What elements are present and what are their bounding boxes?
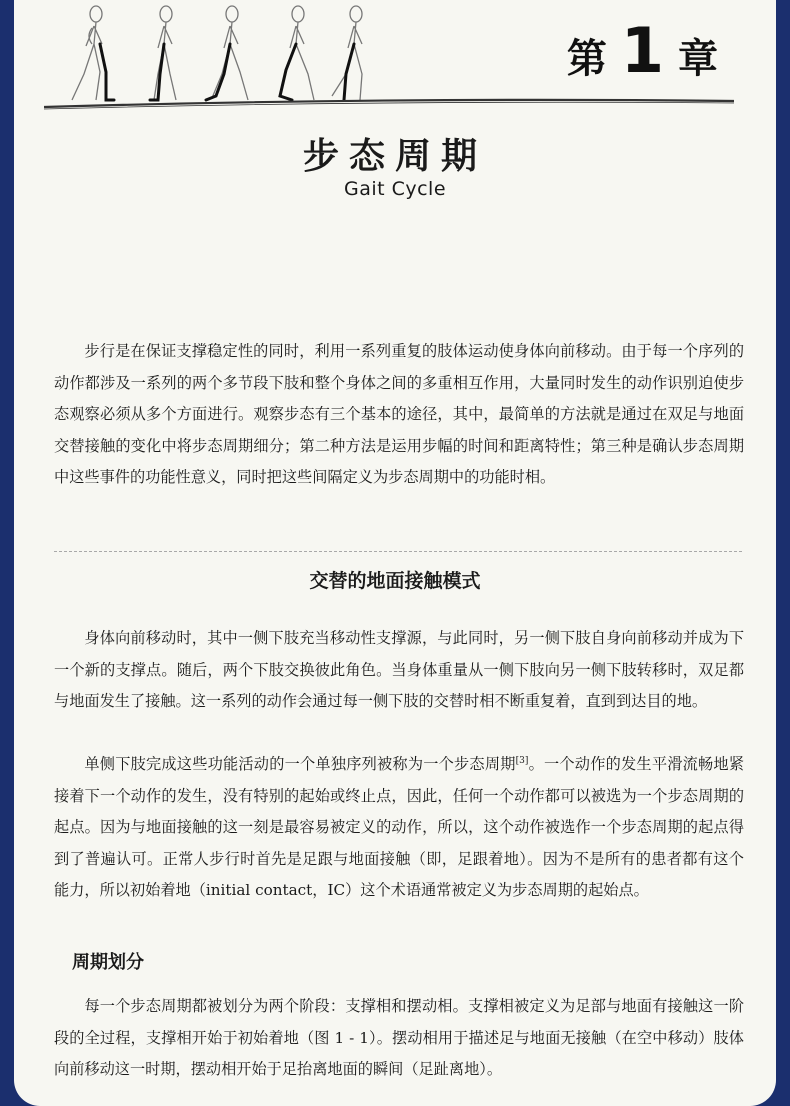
intro-paragraph: 步行是在保证支撑稳定性的同时，利用一系列重复的肢体运动使身体向前移动。由于每一个序列的动作都涉及一系列的两个多节段下肢和整个身体之间的多重相互作用，大量同时发生的动作识别迫使步态观察必须从多个方面进行。观察步态有三个基本的途径，其中，最简单的方法就是通过在双足与地面交替接触的变化中将步态周期细分；第二种方法是运用步幅的时间和距离特性；第三种是确认步态周期中这些事件的功能性意义，同时把这些间隔定义为步态周期中的功能时相。 (54, 342, 744, 486)
chapter-header (14, 0, 776, 118)
section1-paragraph-1: 身体向前移动时，其中一侧下肢充当移动性支撑源，与此同时，另一侧下肢自身向前移动并成为下一个新的支撑点。随后，两个下肢交换彼此角色。当身体重量从一侧下肢向另一侧下肢转移时，双足都与地面发生了接触。这一系列的动作会通过每一侧下肢的交替时相不断重复着，直到到达目的地。 (54, 629, 744, 710)
section1-paragraph-2 (54, 749, 744, 907)
chapter-label (566, 14, 718, 87)
skeleton-figure (154, 6, 176, 100)
section2-paragraph-1: 每一个步态周期都被划分为两个阶段：支撑相和摆动相。支撑相被定义为足部与地面有接触这一阶段的全过程，支撑相开始于初始着地（图 1 - 1）。摆动相用于描述足与地面无接触（在空中移动）肢体向前移动这一时期，摆动相开始于足抬离地面的瞬间（足趾离地）。 (54, 997, 744, 1078)
skeleton-figure (332, 6, 362, 100)
section-divider (54, 551, 742, 552)
header-rule (44, 97, 734, 111)
chapter-subtitle: Gait Cycle (343, 178, 447, 200)
skeleton-figure (212, 6, 248, 100)
section-heading: 交替的地面接触模式 (309, 570, 481, 592)
chapter-title: 步态周期 (302, 136, 487, 177)
book-page (14, 0, 776, 1106)
chapter-suffix: 章 (678, 36, 718, 82)
paragraph-text: 单侧下肢完成这些功能活动的一个单独序列被称为一个步态周期 (84, 755, 516, 773)
walking-skeleton-illustration (48, 4, 378, 108)
skeleton-figure (280, 6, 314, 100)
paragraph-text: 。一个动作的发生平滑流畅地紧接着下一个动作的发生，没有特别的起始或终止点，因此，任何一个动作都可以被选为一个步态周期的起点。因为与地面接触的这一刻是最容易被定义的动作，所以，这个动作被选作一个步态周期的起点得到了普遍认可。正常人步行时首先是足跟与地面接触（即，足跟着地）。因为不是所有的患者都有这个能力，所以初始着地（initial contact，IC）这个术语通常被定义为步态周期的起始点。 (54, 755, 745, 899)
subsection-heading: 周期划分 (72, 952, 144, 973)
skeleton-figure (72, 6, 102, 100)
citation-ref: [3] (515, 755, 529, 766)
chapter-number: 1 (620, 14, 664, 87)
chapter-prefix: 第 (566, 36, 607, 82)
